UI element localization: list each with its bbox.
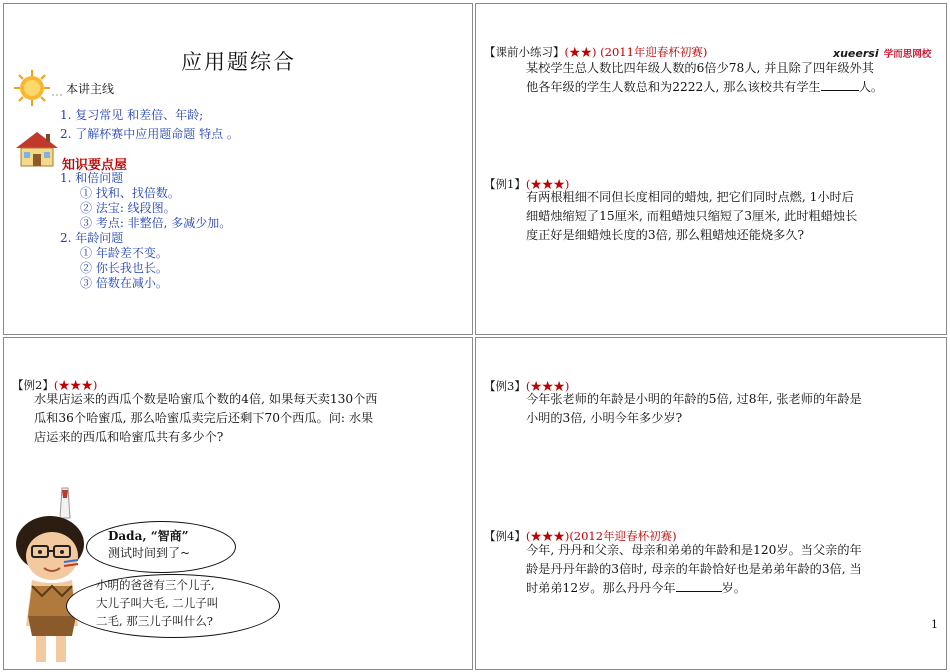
speech-bubble-2-text: 小明的爸爸有三个儿子, 大儿子叫大毛, 二儿子叫 二毛, 那三儿子叫什么? [96, 578, 219, 628]
topic-item: ③ 考点: 非整倍, 多减少加。 [80, 216, 232, 230]
example-2-text: 水果店运来的西瓜个数是哈蜜瓜个数的4倍, 如果每天卖130个西 瓜和36个哈蜜瓜, 那么哈蜜瓜卖完后还剩下70个西瓜。问: 水果 店运来的西瓜和哈蜜瓜共有多少个? [34, 392, 378, 444]
example-4-text: 今年, 丹丹和父亲、母亲和弟弟的年龄和是120岁。当父亲的年 龄是丹丹年龄的3倍时, 母亲的年龄恰好也是弟弟年龄的3倍, 当 时弟弟12岁。那么丹丹今年 岁。 [526, 543, 862, 595]
topic-item: ① 找和、找倍数。 [80, 186, 180, 200]
topic-heading: 1. 和倍问题 [60, 171, 124, 185]
answer-blank [676, 579, 722, 592]
topic-item: ② 你长我也长。 [80, 261, 168, 275]
knowledge-label: 知识要点屋 [62, 158, 128, 173]
page-number: 1 [931, 618, 938, 631]
objective-item: 2. 了解杯赛中应用题命题 特点 。 [60, 127, 239, 141]
example-1-header: 【例1】(★★★) [484, 177, 570, 191]
speech-bubble-1-text: Dada, “智商” 测试时间到了~ [108, 529, 191, 560]
topics-list [60, 171, 231, 291]
practice-text: 某校学生总人数比四年级人数的6倍少78人, 并且除了四年级外其 他各年级的学生人数总和为2222人, 那么该校共有学生 人。 [526, 61, 884, 94]
slide-panel-4 [475, 337, 947, 670]
objectives-list [60, 106, 239, 144]
slide-panel-1 [3, 3, 473, 335]
example-1-text: 有两根粗细不同但长度相同的蜡烛, 把它们同时点燃, 1小时后 细蜡烛缩短了15厘米, 而粗蜡烛只缩短了3厘米, 此时粗蜡烛长 度正好是细蜡烛长度的3倍, 那么粗蜡烛还能烧多久? [526, 190, 858, 242]
practice-header: 【课前小练习】(★★) (2011年迎春杯初赛) [484, 45, 708, 59]
example-3-header: 【例3】(★★★) [484, 379, 570, 393]
topic-item: ③ 倍数在减小。 [80, 276, 168, 290]
page-title: 应用题综合 [181, 50, 296, 74]
topic-item: ① 年龄差不变。 [80, 246, 168, 260]
cartoon-boy-icon [10, 486, 100, 671]
answer-blank [821, 78, 859, 91]
sun-icon [12, 68, 64, 108]
objective-item: 1. 复习常见 和差倍、年龄; [60, 108, 204, 122]
example-3-text: 今年张老师的年龄是小明的年龄的5倍, 过8年, 张老师的年龄是 小明的3倍, 小明今年多少岁? [526, 392, 862, 425]
brand-logo: xueersi 学而思网校 [833, 47, 932, 60]
slide-panel-3 [3, 337, 473, 670]
house-icon [12, 128, 62, 168]
topic-item: ② 法宝: 线段图。 [80, 201, 176, 215]
example-2-header: 【例2】(★★★) [12, 378, 98, 392]
example-4-header: 【例4】(★★★)(2012年迎春杯初赛) [484, 529, 677, 543]
slide-panel-2 [475, 3, 947, 335]
topic-heading: 2. 年龄问题 [60, 231, 124, 245]
main-line-label: 本讲主线 [66, 82, 115, 96]
